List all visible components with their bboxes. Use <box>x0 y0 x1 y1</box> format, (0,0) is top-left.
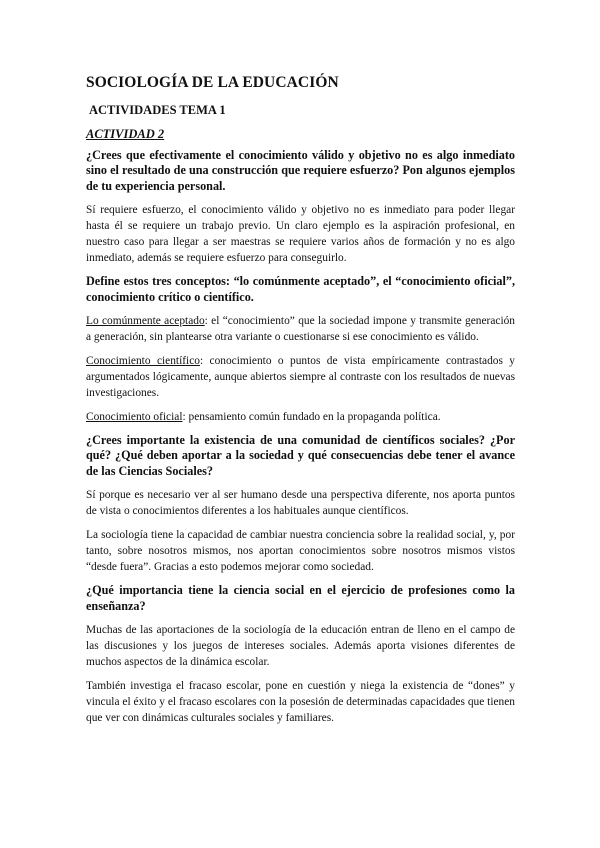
document-subtitle: ACTIVIDADES TEMA 1 <box>89 103 226 117</box>
definition-scientific <box>86 353 515 401</box>
activity-label: ACTIVIDAD 2 <box>86 127 165 141</box>
definition-official <box>86 409 515 425</box>
answer-3a: Sí porque es necesario ver al ser humano desde una perspectiva diferente, nos aporta puntos de vista o conocimientos diferentes a los habituales aunque científicos. <box>86 489 515 518</box>
question-3: ¿Crees importante la existencia de una comunidad de científicos sociales? ¿Por qué? ¿Qué deben aportar a la sociedad y qué consecuencias debe tener el avance de las Ciencias Sociales? <box>86 433 515 478</box>
definition-common-term: Lo comúnmente aceptado <box>86 315 205 328</box>
definition-scientific-term: Conocimiento científico <box>86 355 200 368</box>
document-title: SOCIOLOGÍA DE LA EDUCACIÓN <box>86 74 339 91</box>
definition-common-text: : el “conocimiento” que la sociedad impone y transmite generación a generación, sin plantearse otra variante o cuestionarse si ese conocimiento es válido. <box>86 315 515 344</box>
answer-1: Sí requiere esfuerzo, el conocimiento válido y objetivo no es inmediato para poder llegar hasta él se requiere un trabajo previo. Un claro ejemplo es la aspiración profesional, en nuestro caso para llegar a ser maestras se requiere varios años de formación y no es algo inmediato, además se requiere esfuerzo para conseguirlo. <box>86 204 515 265</box>
question-2: Define estos tres conceptos: “lo comúnmente aceptado”, el “conocimiento oficial”, conocimiento crítico o científico. <box>86 274 515 304</box>
definition-scientific-text: : conocimiento o puntos de vista empíricamente contrastados y argumentados lógicamente, aunque abiertos siempre al contraste con los resultados de nuevas investigaciones. <box>86 355 515 400</box>
question-1: ¿Crees que efectivamente el conocimiento válido y objetivo no es algo inmediato sino el resultado de una construcción que requiere esfuerzo? Pon algunos ejemplos de tu experiencia personal. <box>86 148 515 193</box>
definition-common <box>86 313 515 345</box>
definition-official-text: : pensamiento común fundado en la propaganda política. <box>182 411 441 424</box>
definition-official-term: Conocimiento oficial <box>86 411 183 424</box>
answer-4a: Muchas de las aportaciones de la sociología de la educación entran de lleno en el campo de las discusiones y los juegos de intereses sociales. Además aporta visiones diferentes de muchos aspectos de la dinámica escolar. <box>86 624 515 669</box>
question-4: ¿Qué importancia tiene la ciencia social en el ejercicio de profesiones como la enseñanza? <box>86 583 515 613</box>
answer-4b: También investiga el fracaso escolar, pone en cuestión y niega la existencia de “dones” y vincula el éxito y el fracaso escolares con la posesión de determinadas capacidades que tienen que ver con dinámicas culturales sociales y familiares. <box>86 680 515 725</box>
answer-3b: La sociología tiene la capacidad de cambiar nuestra conciencia sobre la realidad social, y, por tanto, sobre nosotros mismos, nos aportan conocimientos sobre nosotros mismos vistos “desde fuera”. Gracias a esto podemos mejorar como sociedad. <box>86 529 515 574</box>
document-body <box>86 74 515 734</box>
